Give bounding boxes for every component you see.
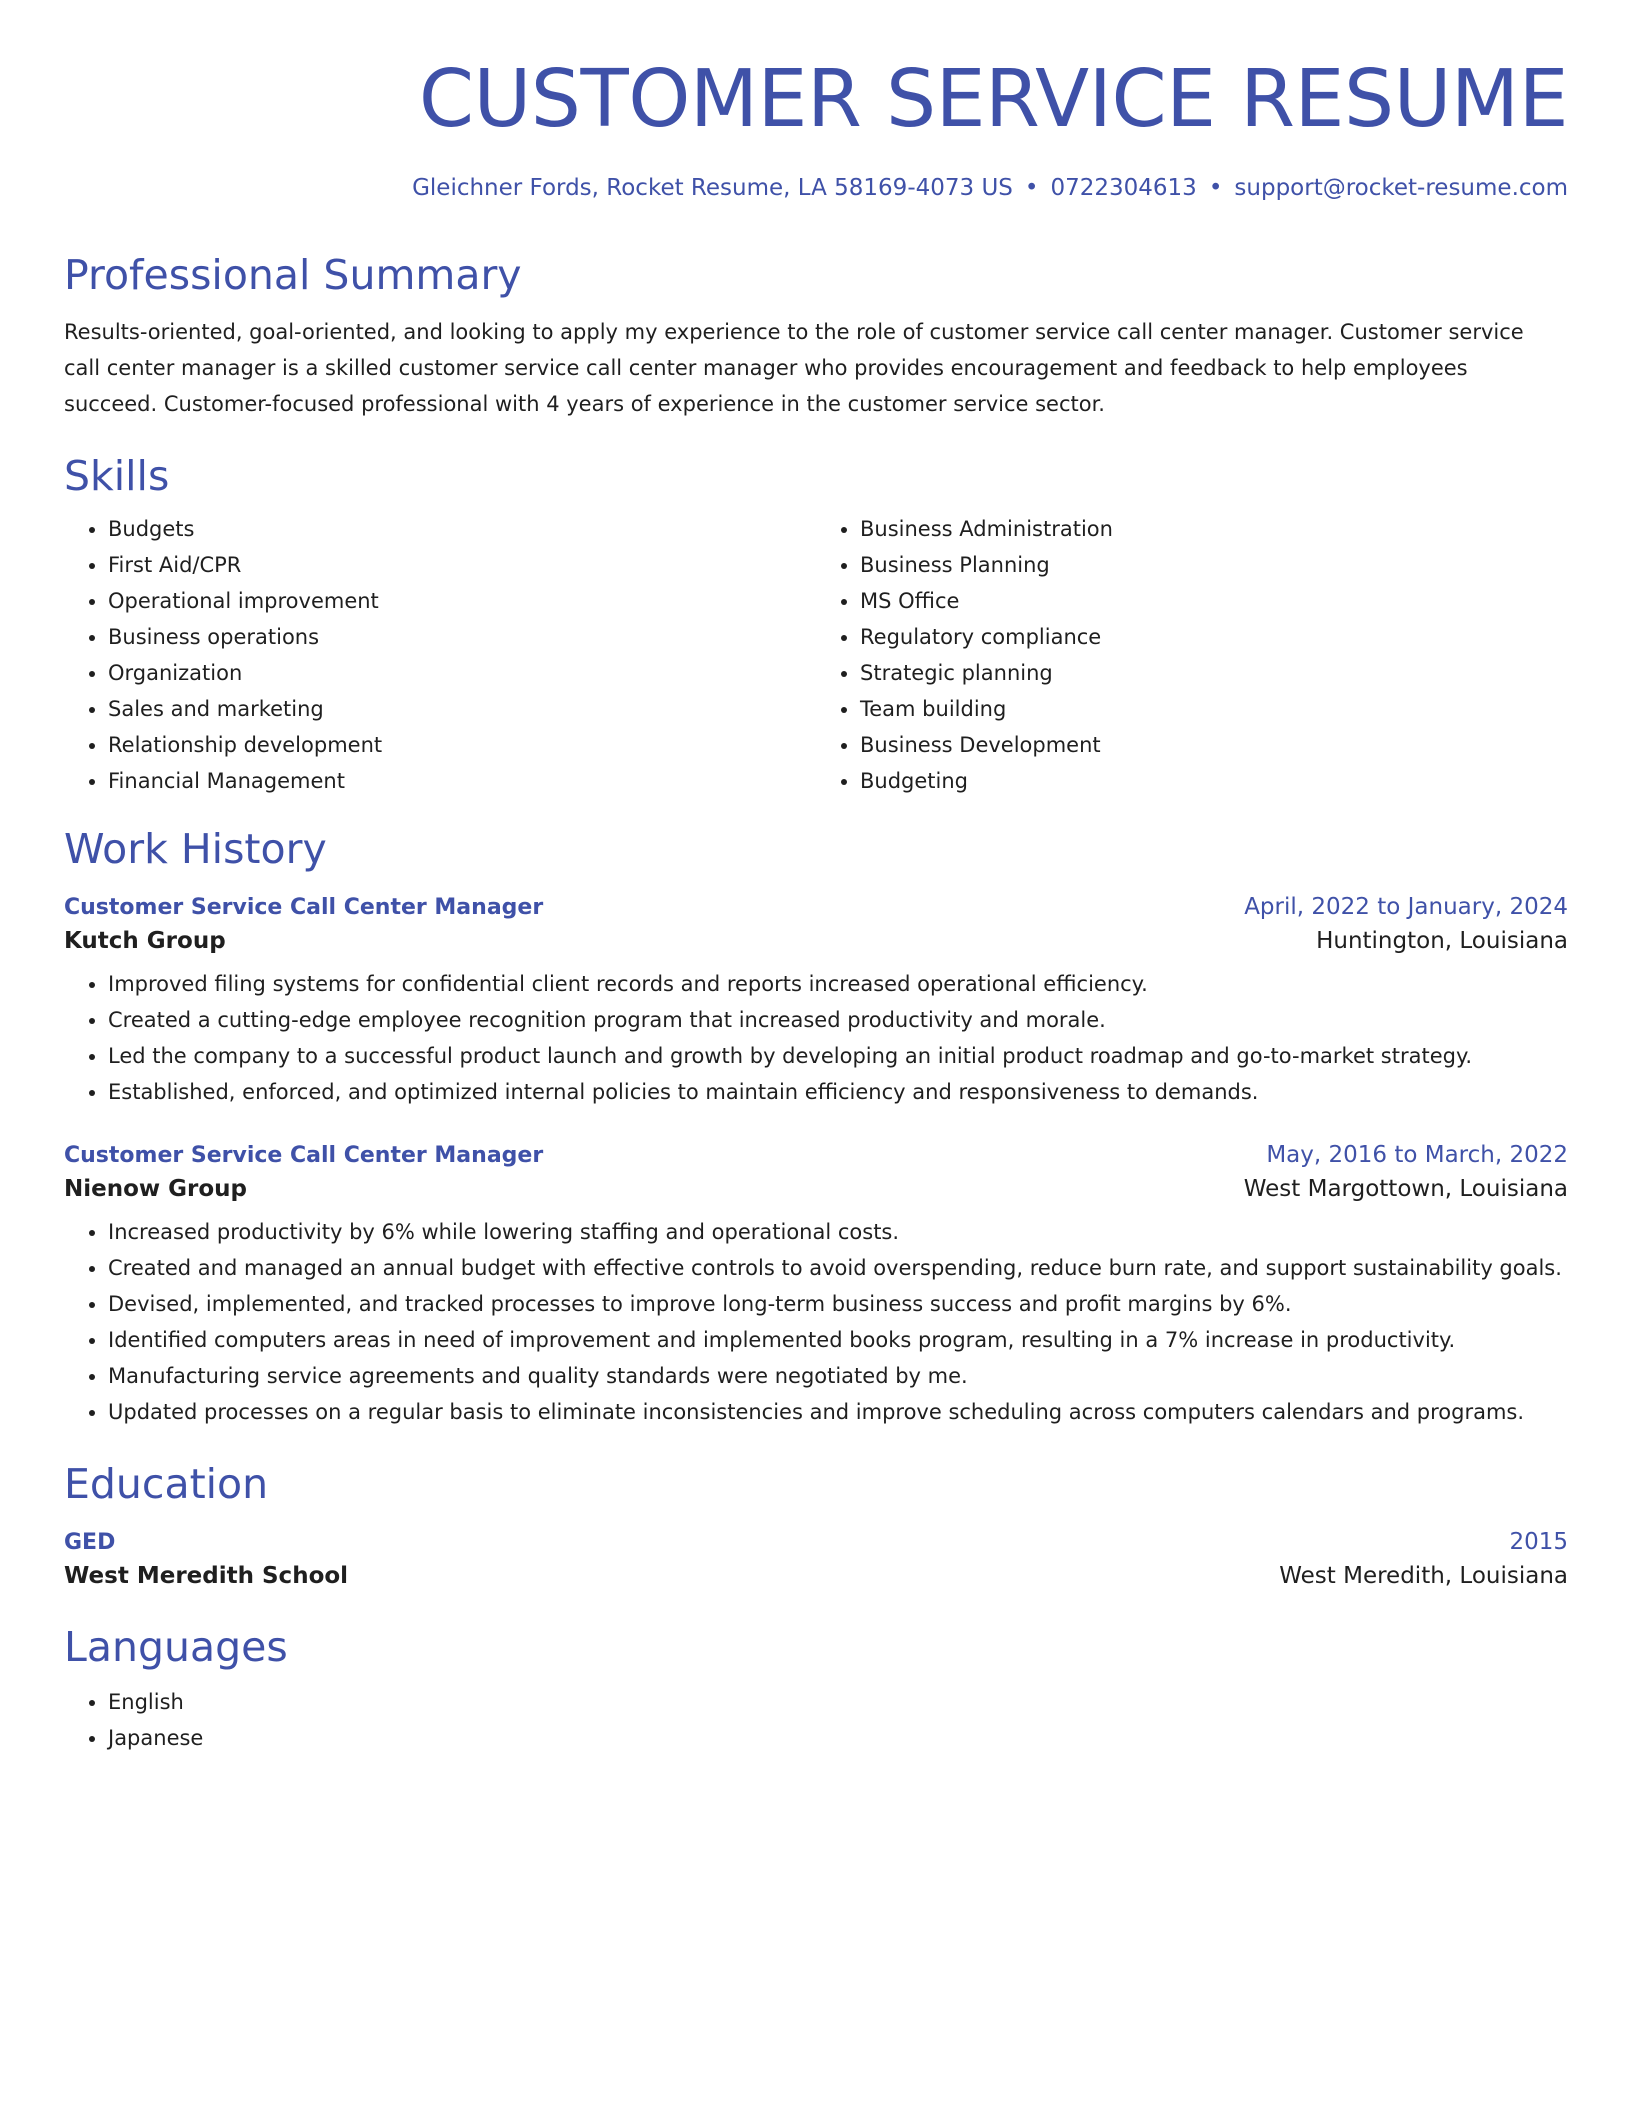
languages-heading: Languages (64, 1623, 288, 1671)
job-role: Customer Service Call Center Manager (64, 1143, 544, 1168)
language-item: • Japanese (108, 1720, 1568, 1756)
resume-header (64, 53, 1568, 201)
education-school-row (64, 1563, 1568, 1589)
skill-item: • Strategic planning (860, 655, 1568, 691)
job-role: Customer Service Call Center Manager (64, 895, 544, 920)
job-dates: April, 2022 to January, 2024 (1244, 894, 1568, 920)
skill-item: • Budgets (108, 511, 816, 547)
job-bullets (64, 1214, 1568, 1430)
job-company-row (64, 1176, 1568, 1202)
skills-heading: Skills (64, 452, 170, 500)
education-year: 2015 (1509, 1529, 1568, 1555)
skill-item: • Relationship development (108, 727, 816, 763)
education-school: West Meredith School (64, 1563, 349, 1589)
skills-list (64, 511, 1568, 799)
skills-column-left (64, 511, 816, 799)
job-location: West Margottown, Louisiana (1243, 1176, 1568, 1202)
skill-item: • Organization (108, 655, 816, 691)
education-header-row (64, 1529, 1568, 1555)
skill-item: • Operational improvement (108, 583, 816, 619)
languages-list (64, 1684, 1568, 1756)
education-entry (64, 1529, 1568, 1589)
job-company: Nienow Group (64, 1176, 248, 1202)
skill-item: • Business Planning (860, 547, 1568, 583)
job-dates: May, 2016 to March, 2022 (1266, 1142, 1568, 1168)
job-bullet: • Created a cutting-edge employee recognition program that increased productivity and morale. (108, 1002, 1568, 1038)
contact-phone: 0722304613 (1050, 175, 1197, 201)
contact-address: Gleichner Fords, Rocket Resume, LA 58169-4073 US (412, 175, 1013, 201)
job-company-row (64, 928, 1568, 954)
contact-separator: • (1024, 175, 1039, 201)
job-bullet: • Created and managed an annual budget with effective controls to avoid overspending, reduce burn rate, and support sustainability goals. (108, 1250, 1568, 1286)
job-bullet: • Led the company to a successful product launch and growth by developing an initial product roadmap and go-to-market strategy. (108, 1038, 1568, 1074)
job-header-row (64, 894, 1568, 920)
resume-title: CUSTOMER SERVICE RESUME (418, 53, 1568, 145)
education-heading: Education (64, 1460, 269, 1508)
language-item: • English (108, 1684, 1568, 1720)
contact-line (64, 175, 1568, 201)
job-location: Huntington, Louisiana (1316, 928, 1568, 954)
skill-item: • Financial Management (108, 763, 816, 799)
skill-item: • Budgeting (860, 763, 1568, 799)
job-bullet: • Established, enforced, and optimized internal policies to maintain efficiency and responsiveness to demands. (108, 1074, 1568, 1110)
summary-heading: Professional Summary (64, 251, 522, 299)
job-bullet: • Identified computers areas in need of improvement and implemented books program, resulting in a 7% increase in productivity. (108, 1322, 1568, 1358)
job-bullets (64, 966, 1568, 1110)
work-history-heading: Work History (64, 825, 327, 873)
skills-column-right (816, 511, 1568, 799)
skill-item: • Regulatory compliance (860, 619, 1568, 655)
job-bullet: • Improved filing systems for confidential client records and reports increased operational efficiency. (108, 966, 1568, 1002)
job-bullet: • Manufacturing service agreements and quality standards were negotiated by me. (108, 1358, 1568, 1394)
summary-text: Results-oriented, goal-oriented, and looking to apply my experience to the role of customer service call center manager. Customer service call center manager is a skilled customer service call center manager who provides encouragement and feedback to help employees succeed. Customer-focused professional with 4 years of experience in the customer service sector. (64, 320, 1524, 416)
skill-item: • Business Development (860, 727, 1568, 763)
job-company: Kutch Group (64, 928, 226, 954)
job-entry (64, 1142, 1568, 1430)
skill-item: • Business operations (108, 619, 816, 655)
job-bullet: • Updated processes on a regular basis to eliminate inconsistencies and improve scheduling across computers calendars and programs. (108, 1394, 1568, 1430)
skill-item: • Business Administration (860, 511, 1568, 547)
skill-item: • Sales and marketing (108, 691, 816, 727)
contact-separator: • (1208, 175, 1223, 201)
education-location: West Meredith, Louisiana (1279, 1563, 1568, 1589)
skill-item: • MS Office (860, 583, 1568, 619)
skill-item: • First Aid/CPR (108, 547, 816, 583)
education-degree: GED (64, 1530, 116, 1555)
skill-item: • Team building (860, 691, 1568, 727)
job-entry (64, 894, 1568, 1110)
job-bullet: • Devised, implemented, and tracked processes to improve long-term business success and profit margins by 6%. (108, 1286, 1568, 1322)
job-bullet: • Increased productivity by 6% while lowering staffing and operational costs. (108, 1214, 1568, 1250)
job-header-row (64, 1142, 1568, 1168)
contact-email: support@rocket-resume.com (1234, 175, 1568, 201)
